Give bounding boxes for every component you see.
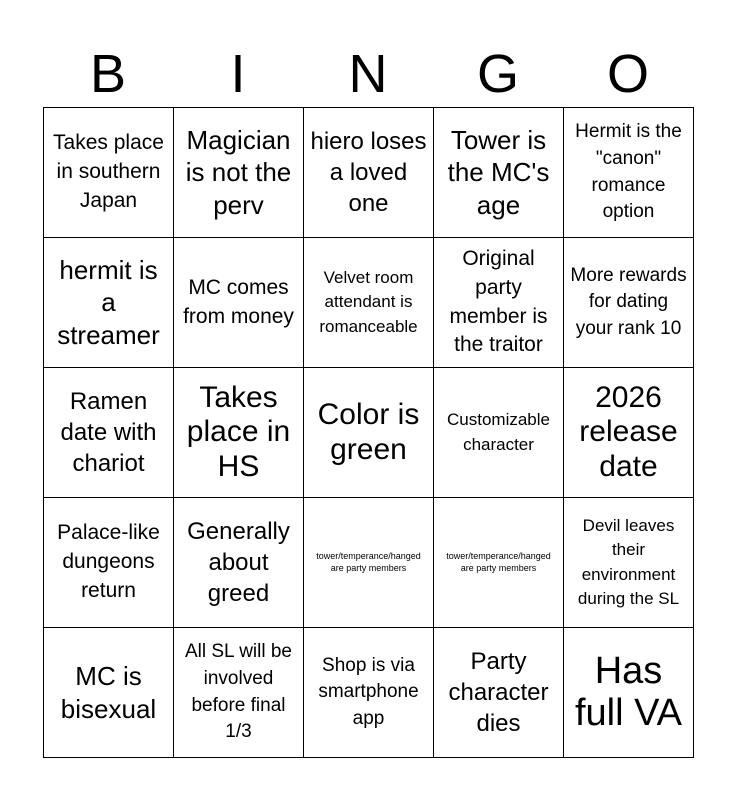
bingo-cell[interactable] bbox=[174, 498, 304, 628]
cell-text: All SL will be involved before final 1/3 bbox=[184, 641, 292, 743]
bingo-cell[interactable] bbox=[304, 368, 434, 498]
bingo-cell[interactable] bbox=[564, 628, 694, 758]
header-letter-b: B bbox=[89, 44, 127, 104]
bingo-cell[interactable] bbox=[174, 368, 304, 498]
cell-text: 2026 release date bbox=[579, 380, 678, 483]
bingo-cell[interactable] bbox=[174, 628, 304, 758]
cell-text: Palace-like dungeons return bbox=[57, 521, 160, 602]
cell-text: Customizable character bbox=[447, 410, 550, 454]
bingo-cell[interactable] bbox=[44, 238, 174, 368]
cell-text: Shop is via smartphone app bbox=[318, 654, 419, 729]
bingo-header bbox=[43, 40, 693, 108]
header-letter-i: I bbox=[230, 44, 246, 104]
cell-text: Takes place in HS bbox=[186, 380, 291, 483]
bingo-cell[interactable] bbox=[304, 628, 434, 758]
bingo-cell[interactable] bbox=[174, 108, 304, 238]
cell-text: MC comes from money bbox=[183, 275, 294, 328]
bingo-cell[interactable] bbox=[44, 498, 174, 628]
header-letter-o: O bbox=[606, 44, 649, 104]
cell-text: Original party member is the traitor bbox=[449, 246, 548, 357]
cell-text: Generally about greed bbox=[187, 517, 290, 608]
cell-text: Ramen date with chariot bbox=[60, 387, 157, 478]
cell-text: Color is green bbox=[317, 398, 420, 466]
bingo-cell[interactable] bbox=[304, 498, 434, 628]
bingo-cell[interactable] bbox=[434, 108, 564, 238]
cell-text: Hermit is the "canon" romance option bbox=[575, 121, 682, 223]
header-letter-g: G bbox=[476, 44, 519, 104]
bingo-cell[interactable] bbox=[434, 368, 564, 498]
cell-text: tower/temperance/hanged are party members bbox=[446, 550, 551, 573]
bingo-cell[interactable] bbox=[304, 108, 434, 238]
cell-text: hermit is a streamer bbox=[57, 254, 160, 350]
cell-text: Velvet room attendant is romanceable bbox=[319, 268, 418, 336]
cell-text: More rewards for dating your rank 10 bbox=[570, 264, 687, 339]
bingo-board bbox=[43, 107, 694, 758]
bingo-cell[interactable] bbox=[564, 498, 694, 628]
bingo-cell[interactable] bbox=[174, 238, 304, 368]
cell-text: Party character dies bbox=[448, 647, 549, 738]
bingo-cell[interactable] bbox=[304, 238, 434, 368]
bingo-cell[interactable] bbox=[564, 108, 694, 238]
cell-text: hiero loses a loved one bbox=[310, 127, 427, 218]
cell-text: Takes place in southern Japan bbox=[53, 131, 164, 212]
cell-text: Has full VA bbox=[574, 649, 682, 734]
cell-text: Magician is not the perv bbox=[185, 124, 292, 220]
bingo-cell[interactable] bbox=[44, 628, 174, 758]
cell-text: Devil leaves their environment during the SL bbox=[577, 516, 680, 608]
cell-text: MC is bisexual bbox=[60, 661, 157, 724]
bingo-cell[interactable] bbox=[44, 108, 174, 238]
bingo-cell[interactable] bbox=[564, 238, 694, 368]
cell-text: Tower is the MC's age bbox=[447, 124, 550, 220]
bingo-cell[interactable] bbox=[44, 368, 174, 498]
cell-text: tower/temperance/hanged are party members bbox=[316, 550, 421, 573]
bingo-cell[interactable] bbox=[564, 368, 694, 498]
header-letter-n: N bbox=[348, 44, 388, 104]
bingo-cell[interactable] bbox=[434, 628, 564, 758]
bingo-cell[interactable] bbox=[434, 238, 564, 368]
bingo-cell[interactable] bbox=[434, 498, 564, 628]
